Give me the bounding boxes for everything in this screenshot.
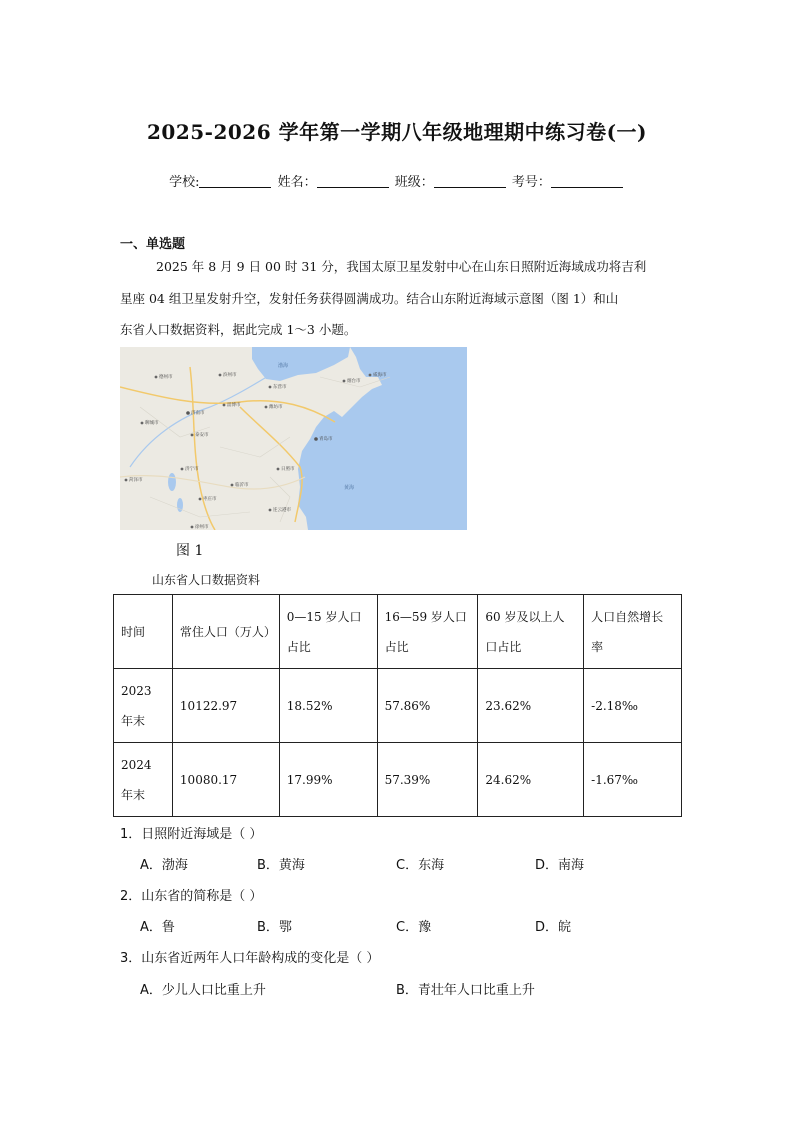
- table-header-cell: 60 岁及以上人口占比: [478, 595, 584, 669]
- map-label-rizhao: 日照市: [281, 467, 295, 472]
- map-label-dongying: 东营市: [273, 385, 287, 390]
- table-cell: 57.39%: [377, 743, 478, 817]
- map-label-weihai: 威海市: [373, 373, 387, 378]
- table-row: [114, 743, 682, 817]
- class-label: 班级：: [394, 175, 434, 190]
- table-cell: 17.99%: [279, 743, 377, 817]
- map-label-zaozhuang: 枣庄市: [203, 497, 217, 502]
- page-title: 2025-2026 学年第一学期八年级地理期中练习卷(一): [146, 120, 648, 144]
- table-header-cell: 0—15 岁人口占比: [279, 595, 377, 669]
- intro-line-1: 2025 年 8 月 9 日 00 时 31 分，我国太原卫星发射中心在山东日照附近海域成功将吉利: [156, 259, 647, 274]
- map-label-dezhou: 德州市: [159, 375, 173, 380]
- table-cell: -2.18‰: [584, 669, 682, 743]
- map-label-yantai: 烟台市: [347, 379, 361, 384]
- map-label-yellowsea: 黄海: [344, 485, 355, 491]
- number-label: 考号：: [511, 175, 551, 190]
- q1-option-a[interactable]: A．渤海: [140, 858, 188, 873]
- table-header-cell: 常住人口（万人）: [172, 595, 279, 669]
- table-cell: 10080.17: [172, 743, 279, 817]
- student-info-line: [0, 171, 794, 190]
- q1-option-d[interactable]: D．南海: [535, 858, 585, 873]
- map-label-lianyungang: 连云港市: [273, 508, 291, 513]
- name-label: 姓名：: [277, 175, 317, 190]
- map-label-weifang: 潍坊市: [269, 405, 283, 410]
- table-caption: 山东省人口数据资料: [152, 573, 261, 587]
- table-cell: 2024 年末: [114, 743, 173, 817]
- population-table: [113, 594, 682, 817]
- question-3: 3．山东省近两年人口年龄构成的变化是（ ）: [120, 951, 380, 966]
- table-cell: 23.62%: [478, 669, 584, 743]
- table-row: [114, 669, 682, 743]
- number-blank[interactable]: [551, 175, 623, 188]
- map-label-bohai: 渤海: [278, 363, 289, 369]
- q2-option-c[interactable]: C．豫: [396, 920, 432, 935]
- intro-line-2: 星座 04 组卫星发射升空，发射任务获得圆满成功。结合山东附近海域示意图（图 1）和山: [120, 291, 619, 306]
- school-label: 学校:: [169, 175, 200, 190]
- q3-option-b[interactable]: B．青壮年人口比重上升: [396, 983, 535, 998]
- table-cell: 24.62%: [478, 743, 584, 817]
- map-label-heze: 菏泽市: [129, 478, 143, 483]
- map-label-binzhou: 滨州市: [223, 373, 237, 378]
- map-label-linyi: 临沂市: [235, 483, 249, 488]
- school-blank[interactable]: [199, 175, 271, 188]
- q1-option-b[interactable]: B．黄海: [257, 858, 305, 873]
- name-blank[interactable]: [317, 175, 389, 188]
- q1-option-c[interactable]: C．东海: [396, 858, 445, 873]
- table-cell: 18.52%: [279, 669, 377, 743]
- table-cell: 2023 年末: [114, 669, 173, 743]
- question-2: 2．山东省的简称是（ ）: [120, 889, 263, 904]
- table-header-row: [114, 595, 682, 669]
- intro-line-3: 东省人口数据资料，据此完成 1～3 小题。: [120, 322, 357, 337]
- map-label-qingdao: 青岛市: [319, 437, 333, 442]
- map-label-jining: 济宁市: [185, 467, 199, 472]
- class-blank[interactable]: [434, 175, 506, 188]
- table-header-cell: 16—59 岁人口占比: [377, 595, 478, 669]
- table-cell: 10122.97: [172, 669, 279, 743]
- q3-option-a[interactable]: A．少儿人口比重上升: [140, 983, 266, 998]
- q2-option-a[interactable]: A．鲁: [140, 920, 175, 935]
- map-label-liaocheng: 聊城市: [145, 421, 159, 426]
- q2-option-d[interactable]: D．皖: [535, 920, 572, 935]
- map-label-xuzhou: 徐州市: [195, 525, 209, 530]
- section-heading: 一、单选题: [120, 237, 186, 252]
- table-header-cell: 人口自然增长率: [584, 595, 682, 669]
- map-label-zibo: 淄博市: [227, 403, 241, 408]
- table-cell: -1.67‰: [584, 743, 682, 817]
- table-cell: 57.86%: [377, 669, 478, 743]
- map-lake: [168, 473, 176, 491]
- map-label-jinan: 济南市: [191, 411, 205, 416]
- map-label-taian: 泰安市: [195, 433, 209, 438]
- question-1: 1．日照附近海域是（ ）: [120, 827, 263, 842]
- figure-caption: 图 1: [176, 543, 204, 559]
- shandong-map: [120, 347, 467, 530]
- q2-option-b[interactable]: B．鄂: [257, 920, 292, 935]
- table-header-cell: 时间: [114, 595, 173, 669]
